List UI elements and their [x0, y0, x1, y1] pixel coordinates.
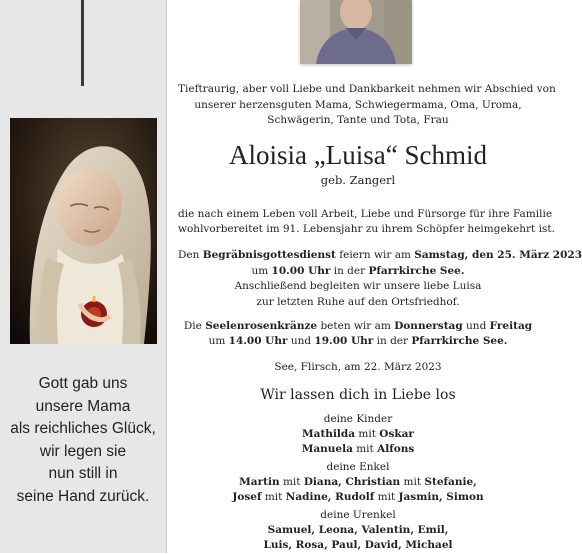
mourner-line: Mathilda mit Oskar: [302, 428, 414, 440]
place-date: See, Flirsch, am 22. März 2023: [274, 361, 442, 373]
quote-line: Gott gab uns: [38, 375, 128, 392]
funeral-line: Den Begräbnisgottesdienst feiern wir am Samstag, den 25. März 2023: [178, 249, 582, 261]
mourner-line: Manuela mit Alfons: [301, 443, 415, 455]
funeral-line: Anschließend begleiten wir unsere liebe Luisa: [234, 280, 482, 292]
funeral-line: um 10.00 Uhr in der Pfarrkirche See.: [251, 265, 465, 277]
life-line: wohlvorbereitet im 91. Lebensjahr zu ihrem Schöpfer heimgekehrt ist.: [178, 223, 555, 235]
madonna-image: [10, 118, 157, 344]
mourner-line: Martin mit Diana, Christian mit Stefanie,: [239, 476, 477, 488]
life-line: die nach einem Leben voll Arbeit, Liebe und Fürsorge für ihre Familie: [178, 208, 553, 220]
quote-line: unsere Mama: [35, 397, 131, 415]
grandchildren-label: deine Enkel: [326, 461, 390, 473]
quote-line: wir legen sie: [39, 442, 127, 460]
farewell-heading: Wir lassen dich in Liebe los: [260, 387, 456, 403]
great-grandchildren-label: deine Urenkel: [320, 509, 396, 521]
funeral-line: zur letzten Ruhe auf den Ortsfriedhof.: [256, 296, 460, 308]
intro-line: Tieftraurig, aber voll Liebe und Dankbarkeit nehmen wir Abschied von: [178, 83, 556, 95]
children-label: deine Kinder: [323, 413, 393, 425]
cross-icon: [81, 0, 84, 86]
deceased-name: Aloisia „Luisa“ Schmid: [229, 140, 487, 170]
quote-line: nun still in: [48, 465, 118, 482]
rosary-line: Die Seelenrosenkränze beten wir am Donnerstag und Freitag: [183, 320, 533, 332]
rosary-line: um 14.00 Uhr und 19.00 Uhr in der Pfarrkirche See.: [208, 335, 508, 347]
mourner-line: Josef mit Nadine, Rudolf mit Jasmin, Simon: [232, 491, 484, 503]
mourner-line: Luis, Rosa, Paul, David, Michael: [263, 539, 453, 551]
intro-line: Schwägerin, Tante und Tota, Frau: [267, 114, 449, 126]
sidebar-quote: [0, 373, 166, 508]
quote-line: seine Hand zurück.: [16, 487, 150, 505]
mourner-line: Samuel, Leona, Valentin, Emil,: [267, 524, 449, 536]
quote-line: als reichliches Glück,: [10, 420, 156, 437]
intro-line: unserer herzensguten Mama, Schwiegermama, Oma, Uroma,: [194, 99, 522, 111]
portrait-photo: [300, 0, 412, 64]
birth-name: geb. Zangerl: [320, 173, 396, 187]
column-divider: [166, 0, 167, 553]
